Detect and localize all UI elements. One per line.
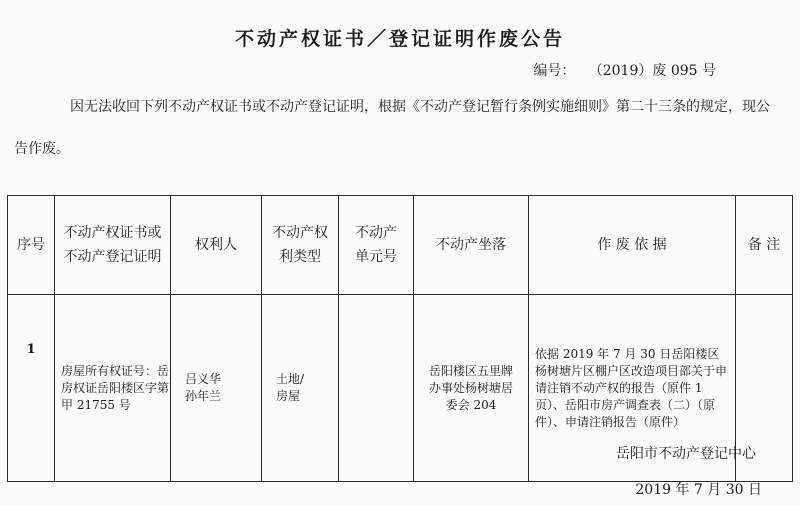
header-right-type: 不动产权利类型 [262, 196, 339, 295]
header-unit-no: 不动产单元号 [339, 196, 414, 295]
row-basis: 依据 2019 年 7 月 30 日岳阳楼区杨树塘片区棚户区改造项目部关于申请注销不动产权的报告（原件 1 页）、岳阳市房产调查表（二）（原件）、申请注销报告（原件） [529, 295, 736, 482]
header-location: 不动产坐落 [414, 196, 529, 295]
header-remark: 备 注 [736, 196, 793, 295]
intro-paragraph [14, 86, 774, 170]
issue-date: 2019 年 7 月 30 日 [635, 482, 762, 498]
notice-title: 不动产权证书／登记证明作废公告 [234, 28, 565, 50]
header-basis: 作 废 依 据 [529, 196, 736, 295]
revocation-table [7, 195, 793, 482]
document-number: 编号： （2019）废 095 号 [533, 63, 716, 79]
row-location: 岳阳楼区五里牌办事处杨树塘居委会 204 [414, 295, 529, 482]
row-owner: 吕义华孙年兰 [171, 295, 262, 482]
intro-text: 因无法收回下列不动产权证书或不动产登记证明，根据《不动产登记暂行条例实施细则》第二十三条的规定，现公告作废。 [14, 99, 770, 157]
header-cert: 不动产权证书或不动产登记证明 [55, 196, 171, 295]
header-seq: 序号 [8, 196, 55, 295]
issuer-name: 岳阳市不动产登记中心 [616, 446, 756, 462]
row-seq: 1 [8, 295, 55, 482]
table-header-row [8, 196, 793, 295]
row-right-type: 土地/房屋 [262, 295, 339, 482]
row-cert: 房屋所有权证号：岳房权证岳阳楼区字第甲 21755 号 [55, 295, 171, 482]
header-owner: 权利人 [171, 196, 262, 295]
row-unit-no [339, 295, 414, 482]
